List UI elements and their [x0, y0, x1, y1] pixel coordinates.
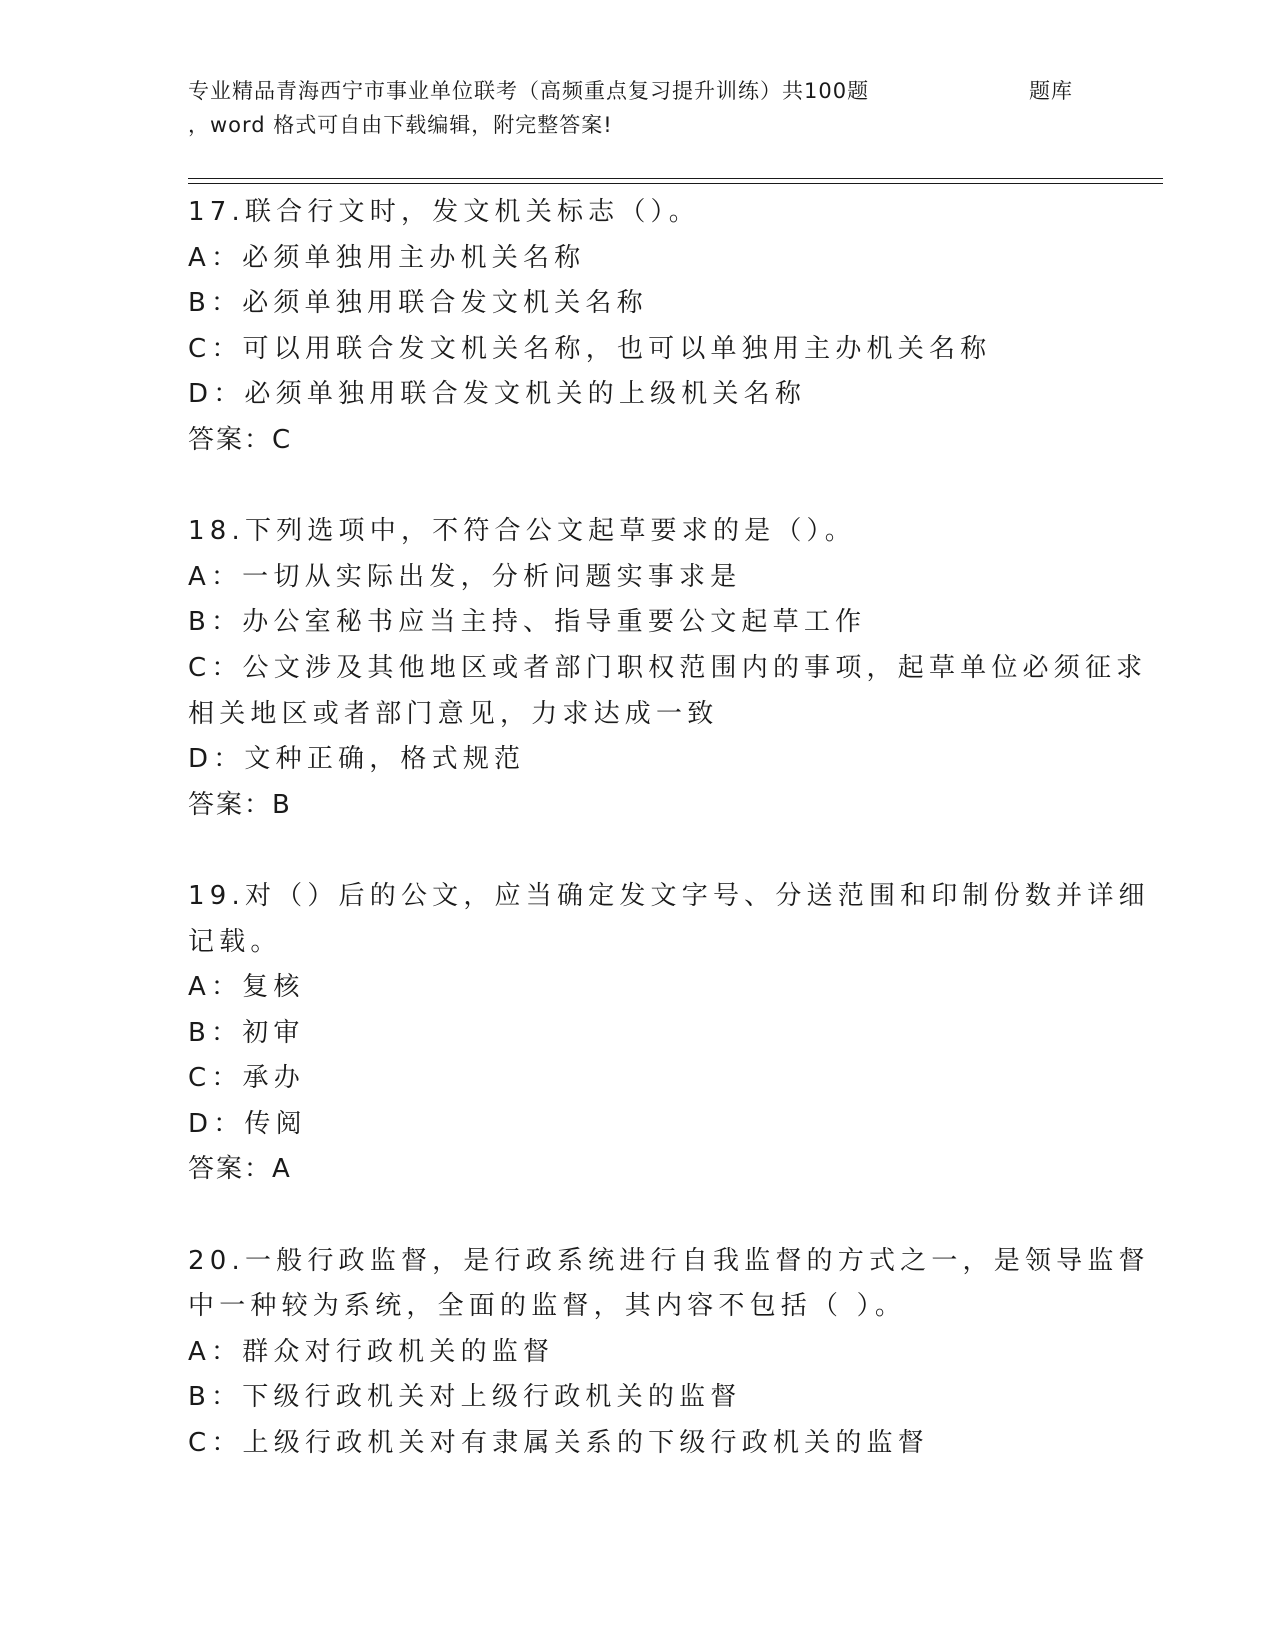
option-c: C：可以用联合发文机关名称，也可以单独用主办机关名称: [188, 333, 992, 364]
option-b: B：必须单独用联合发文机关名称: [188, 288, 648, 319]
option-c: C：承办: [188, 1063, 305, 1094]
answer: 答案：B: [188, 789, 292, 820]
option-c-continued: 相关地区或者部门意见，力求达成一致: [188, 698, 719, 729]
option-c: C：上级行政机关对有隶属关系的下级行政机关的监督: [188, 1428, 929, 1459]
question-spacer: [188, 828, 1088, 874]
option-d: D：必须单独用联合发文机关的上级机关名称: [188, 379, 807, 410]
answer: 答案：A: [188, 1154, 292, 1185]
header-right-label: 题库: [1029, 79, 1073, 103]
header-title: 专业精品青海西宁市事业单位联考（高频重点复习提升训练）共100题: [188, 79, 870, 103]
question-20: [188, 1239, 1150, 1467]
question-spacer: [188, 464, 1088, 510]
question-19: [188, 874, 1150, 1193]
option-c: C：公文涉及其他地区或者部门职权范围内的事项，起草单位必须征求: [188, 652, 1148, 683]
question-title-continued: 记载。: [188, 926, 282, 957]
question-spacer: [188, 1193, 1088, 1239]
header-divider-top: [188, 178, 1163, 179]
option-d: D：文种正确，格式规范: [188, 744, 526, 775]
header-title-line: [188, 74, 1088, 108]
page-header: [188, 74, 1088, 142]
option-a: A：群众对行政机关的监督: [188, 1336, 555, 1367]
option-a: A：一切从实际出发，分析问题实事求是: [188, 561, 742, 592]
header-divider-bottom: [188, 183, 1163, 184]
option-b: B：下级行政机关对上级行政机关的监督: [188, 1382, 742, 1413]
option-a: A：必须单独用主办机关名称: [188, 242, 586, 273]
question-17: [188, 190, 1088, 464]
question-18: [188, 509, 1148, 828]
option-b: B：办公室秘书应当主持、指导重要公文起草工作: [188, 607, 867, 638]
option-b: B：初审: [188, 1017, 305, 1048]
option-d: D：传阅: [188, 1108, 307, 1139]
question-title-continued: 中一种较为系统，全面的监督，其内容不包括（ ）。: [188, 1291, 907, 1322]
question-title: 17.联合行文时，发文机关标志（）。: [188, 197, 700, 227]
question-title: 19.对（）后的公文，应当确定发文字号、分送范围和印制份数并详细: [188, 880, 1150, 911]
option-a: A：复核: [188, 972, 305, 1003]
question-title: 18.下列选项中，不符合公文起草要求的是（）。: [188, 516, 856, 547]
header-subtitle: ，word 格式可自由下载编辑，附完整答案!: [188, 113, 613, 137]
answer: 答案：C: [188, 424, 293, 455]
question-list: [188, 190, 1150, 1467]
question-title: 20.一般行政监督，是行政系统进行自我监督的方式之一，是领导监督: [188, 1245, 1150, 1276]
